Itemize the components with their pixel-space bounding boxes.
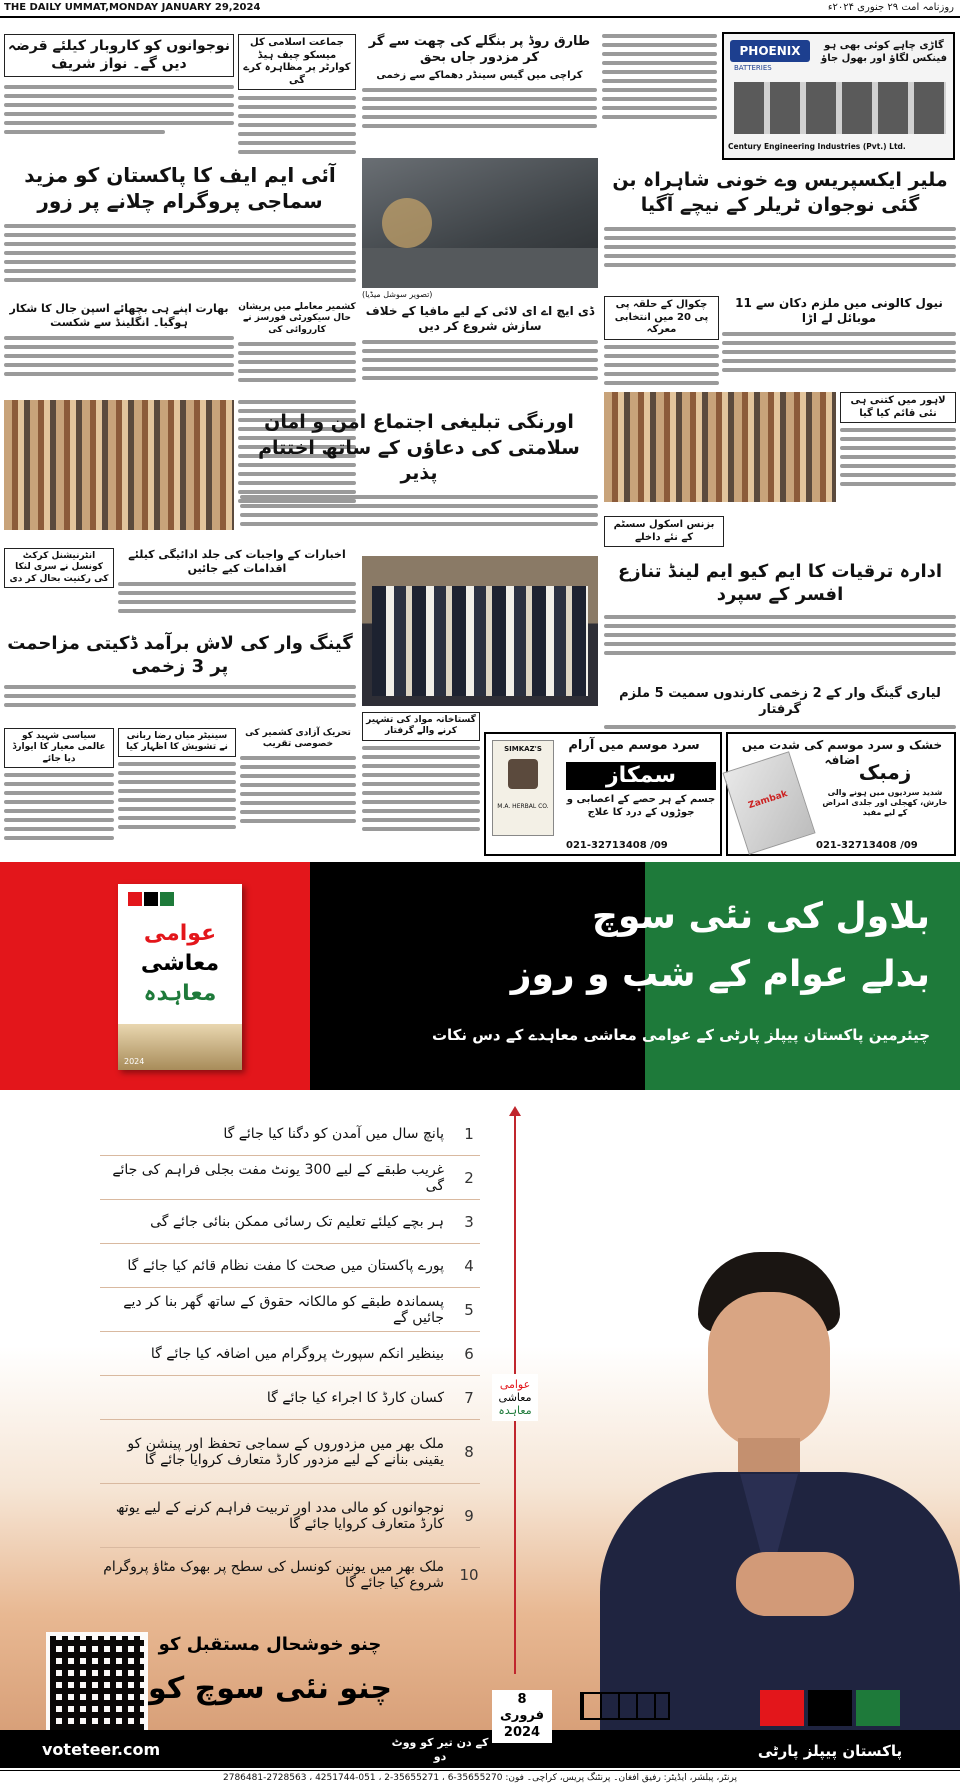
ad-phoenix xyxy=(722,32,955,160)
story-chakwal-headline: چکوال کے حلقہ پی پی 20 میں انتخابی معرکہ xyxy=(604,296,719,340)
story-kashmir xyxy=(238,302,356,392)
ppp-slogan-2: بدلے عوام کے شب و روز xyxy=(510,954,930,995)
phoenix-battery-image xyxy=(734,82,946,134)
zambak-header: خشک و سرد موسم کی شدت میں اضافہ xyxy=(741,738,943,767)
portrait-hand xyxy=(736,1552,854,1616)
story-lahore-headline: لاہور میں کتنی ہی نئی قائم کیا گیا xyxy=(840,392,956,423)
story-layari-headline: لیاری گینگ وار کے 2 زخمی کارندوں سمیت 5 ملزم گرفتار xyxy=(619,686,941,718)
story-idara-headline: ادارہ ترقیات کا ایم کیو ایم لینڈ تنازع افسر کے سپرد xyxy=(617,561,943,606)
story-ijtima-headline: اورنگی تبلیغی اجتماع امن و امان سلامتی کی دعاؤں کے ساتھ اختتام پذیر xyxy=(258,411,580,485)
story-business xyxy=(604,516,724,556)
ppp-side-label-1: عوامی xyxy=(499,1378,531,1391)
story-malir-headline: ملیر ایکسپریس وے خونی شاہراہ بن گئی نوجوان ٹریلر کے نیچے آگیا xyxy=(612,169,948,216)
masthead-right: روزنامہ امت ۲۹ جنوری ۲۰۲۴ء xyxy=(827,2,954,13)
story-international-headline: انٹرنیشنل کرکٹ کونسل نے سری لنکا کی رکنیت بحال کر دی xyxy=(4,548,114,588)
portrait-face xyxy=(708,1292,830,1450)
zambak-desc: شدید سردیوں میں ہونے والی خارش، کھجلی اور جلدی امراض کے لیے مفید xyxy=(822,788,948,817)
ppp-booklet-title-1: عوامی xyxy=(143,921,217,946)
story-small-right xyxy=(602,34,717,154)
story-senator xyxy=(118,728,236,858)
zambak-product: Zambak xyxy=(747,789,789,812)
story-tehreek xyxy=(240,728,356,858)
ppp-point: ملک بھر میں یونین کونسل کی سطح پر بھوک مٹاؤ پروگرام شروع کیا جائے گا 10 xyxy=(103,1559,479,1591)
ppp-choose-1: چنو خوشحال مستقبل کو xyxy=(158,1634,382,1655)
story-malir xyxy=(604,168,956,288)
phoenix-tagline: گاڑی چاہے کوئی بھی ہو فینکس لگاؤ اور بھول جاؤ xyxy=(820,40,947,64)
ppp-booklet xyxy=(118,884,242,1070)
story-gustakhana-headline: گستاخانہ مواد کی تشہیر کرنے والے گرفتار xyxy=(362,712,480,741)
story-imf xyxy=(4,162,356,302)
masthead-left: THE DAILY UMMAT,MONDAY JANUARY 29,2024 xyxy=(4,2,261,13)
story-layari xyxy=(604,686,956,726)
story-gustakhana xyxy=(362,712,480,858)
story-siasi xyxy=(4,728,114,858)
ppp-website: voteteer.com xyxy=(42,1740,161,1759)
ppp-sub: چیئرمین پاکستان پیپلز پارٹی کے عوامی معاشی معاہدے کے دس نکات xyxy=(431,1026,930,1044)
story-jamaat xyxy=(238,34,356,159)
ppp-point: پانچ سال میں آمدن کو دگنا کیا جائے گا 1 xyxy=(100,1112,480,1156)
ppp-point: بینظیر انکم سپورٹ پروگرام میں اضافہ کیا جائے گا 6 xyxy=(100,1332,480,1376)
ppp-arrow-head-icon xyxy=(509,1106,521,1116)
story-nawaz xyxy=(4,34,234,159)
story-gang xyxy=(4,632,356,722)
phoenix-company: Century Engineering Industries (Pvt.) Ltd. xyxy=(728,142,906,151)
story-niyol xyxy=(722,296,956,386)
story-karachi-gas-headline: کراچی میں گیس سینڈر دھماکے سے زخمی xyxy=(376,69,583,81)
story-senator-headline: سینیٹر میاں رضا ربانی نے تشویش کا اظہار کیا xyxy=(118,728,236,757)
ppp-portrait xyxy=(600,1252,960,1730)
zambak-brand: زمبک xyxy=(858,760,912,784)
story-akhbarat xyxy=(118,548,356,628)
ppp-point: نوجوانوں کو مالی مدد اور تربیت فراہم کرنے کے لیے یوتھ کارڈ متعارف کروایا جائے گا 9 xyxy=(100,1484,480,1548)
story-dha-headline: ڈی ایچ اے ای لائی کے لیے مافیا کے خلاف سازش شروع کر دیں xyxy=(365,304,595,333)
zambak-phone: 021-32713408 /09 xyxy=(816,840,918,851)
story-akhbarat-headline: اخبارات کے واجبات کی جلد ادائیگی کیلئے اقدامات کیے جائیں xyxy=(128,548,346,575)
story-jamaat-headline: جماعت اسلامی کل میسکو چیف ہیڈ کوارٹر پر مظاہرہ کرے گی xyxy=(238,34,356,90)
ppp-point: پسماندہ طبقے کو مالکانہ حقوق کے ساتھ گھر بنا کر دیے جائیں گے 5 xyxy=(100,1288,480,1332)
qr-code-icon xyxy=(46,1632,148,1734)
simkaz-maker: M.A. HERBAL CO. xyxy=(497,803,549,810)
story-business-headline: بزنس اسکول سسٹم کے نئے داخلے xyxy=(604,516,724,547)
story-tariq-road xyxy=(362,34,597,154)
story-bharat xyxy=(4,302,234,392)
ppp-vote-text: کے دن تیر کو ووٹ دو xyxy=(391,1736,489,1763)
ad-ppp xyxy=(0,862,960,1787)
ppp-choose-2: چنو نئی سوچ کو xyxy=(147,1671,393,1706)
ppp-booklet-year: 2024 xyxy=(124,1057,145,1066)
ppp-point: پورے پاکستان میں صحت کا مفت نظام قائم کیا جائے گا 4 xyxy=(100,1244,480,1288)
story-imf-headline: آئی ایم ایف کا پاکستان کو مزید سماجی پروگرام چلانے پر زور xyxy=(24,163,336,213)
story-ijtima xyxy=(240,410,598,530)
story-bharat-headline: بھارت اپنے ہی بچھائے اسپن جال کا شکار ہوگیا۔ انگلینڈ سے شکست xyxy=(9,302,229,329)
imprint-footer: پرنٹر، پبلشر، ایڈیٹر: رفیق افغان۔ پرنٹنگ پریس، کراچی۔ فون: 35655270-6 ، 35655271-2 ، 051-4251744 ، 2728563-2786481 xyxy=(0,1770,960,1787)
arrow-grid-icon xyxy=(580,1692,670,1720)
simkaz-product: SIMKAZ'S xyxy=(504,745,542,753)
photo-caption: (تصویر سوشل میڈیا) xyxy=(362,290,433,299)
ppp-date: 8 فروری 2024 xyxy=(492,1690,552,1743)
story-tehreek-headline: تحریک آزادی کشمیر کی خصوصی تقریب xyxy=(245,728,351,750)
ad-zambak xyxy=(726,732,956,856)
photo-highway xyxy=(362,158,598,288)
story-siasi-headline: سیاسی شہید کو عالمی معیار کا ایوارڈ دیا جائے xyxy=(4,728,114,768)
simkaz-brand: سمکاز xyxy=(566,762,716,790)
story-lahore xyxy=(840,392,956,512)
ppp-point: کسان کارڈ کا اجراء کیا جائے گا 7 xyxy=(100,1376,480,1420)
story-niyol-headline: نیول کالونی میں ملزم دکان سے 11 موبائل لے اڑا xyxy=(735,296,943,325)
phoenix-sub: BATTERIES xyxy=(734,64,772,72)
story-kashmir-headline: کشمیر معاملے میں پریشان حال سیکورٹی فورسز نے کارروائی کی xyxy=(238,302,356,335)
photo-group xyxy=(362,556,598,706)
phoenix-logo: PHOENIX xyxy=(730,40,810,62)
ppp-booklet-title-3: معاہدہ xyxy=(143,981,217,1006)
photo-crowd-left xyxy=(4,400,234,530)
story-dha xyxy=(362,304,598,402)
masthead xyxy=(0,0,960,18)
ppp-slogan-1: بلاول کی نئی سوچ xyxy=(592,896,930,937)
ppp-side-label-3: معاہدہ xyxy=(498,1404,532,1417)
story-tariq-road-headline: طارق روڈ پر بنگلے کی چھت سے گر کر مزدور جاں بحق xyxy=(368,34,591,66)
ppp-side-label-2: معاشی xyxy=(498,1391,532,1404)
simkaz-phone: 021-32713408 /09 xyxy=(566,840,668,851)
story-nawaz-headline: نوجوانوں کو کاروبار کیلئے قرضہ دیں گے۔ نواز شریف xyxy=(4,34,234,77)
photo-crowd-right xyxy=(604,392,836,502)
simkaz-header: سرد موسم میں آرام xyxy=(568,738,700,753)
ppp-point: ملک بھر میں مزدوروں کے سماجی تحفظ اور پینشن کو یقینی بنانے کے لیے مزدور کارڈ متعارف کروایا جائے گا 8 xyxy=(100,1420,480,1484)
ppp-booklet-title-2: معاشی xyxy=(140,951,220,976)
ppp-side-label xyxy=(492,1374,538,1421)
ppp-point: غریب طبقے کے لیے 300 یونٹ مفت بجلی فراہم کی جائے گی 2 xyxy=(100,1156,480,1200)
ppp-party-name: پاکستان پیپلز پارٹی xyxy=(757,1742,903,1760)
story-chakwal xyxy=(604,296,719,386)
story-gang-headline: گینگ وار کی لاش برآمد ڈکیتی مزاحمت پر 3 زخمی xyxy=(7,633,353,678)
story-international xyxy=(4,548,114,608)
ad-simkaz xyxy=(484,732,722,856)
simkaz-desc: جسم کے ہر حصے کے اعصابی و جوڑوں کے درد کا علاج xyxy=(566,794,716,818)
ppp-flag-icon xyxy=(760,1690,900,1726)
simkaz-pack-image xyxy=(492,740,554,836)
ppp-points-list xyxy=(100,1112,480,1602)
story-idara xyxy=(604,560,956,680)
ppp-point: ہر بچے کیلئے تعلیم تک رسائی ممکن بنائی جائے گی 3 xyxy=(100,1200,480,1244)
